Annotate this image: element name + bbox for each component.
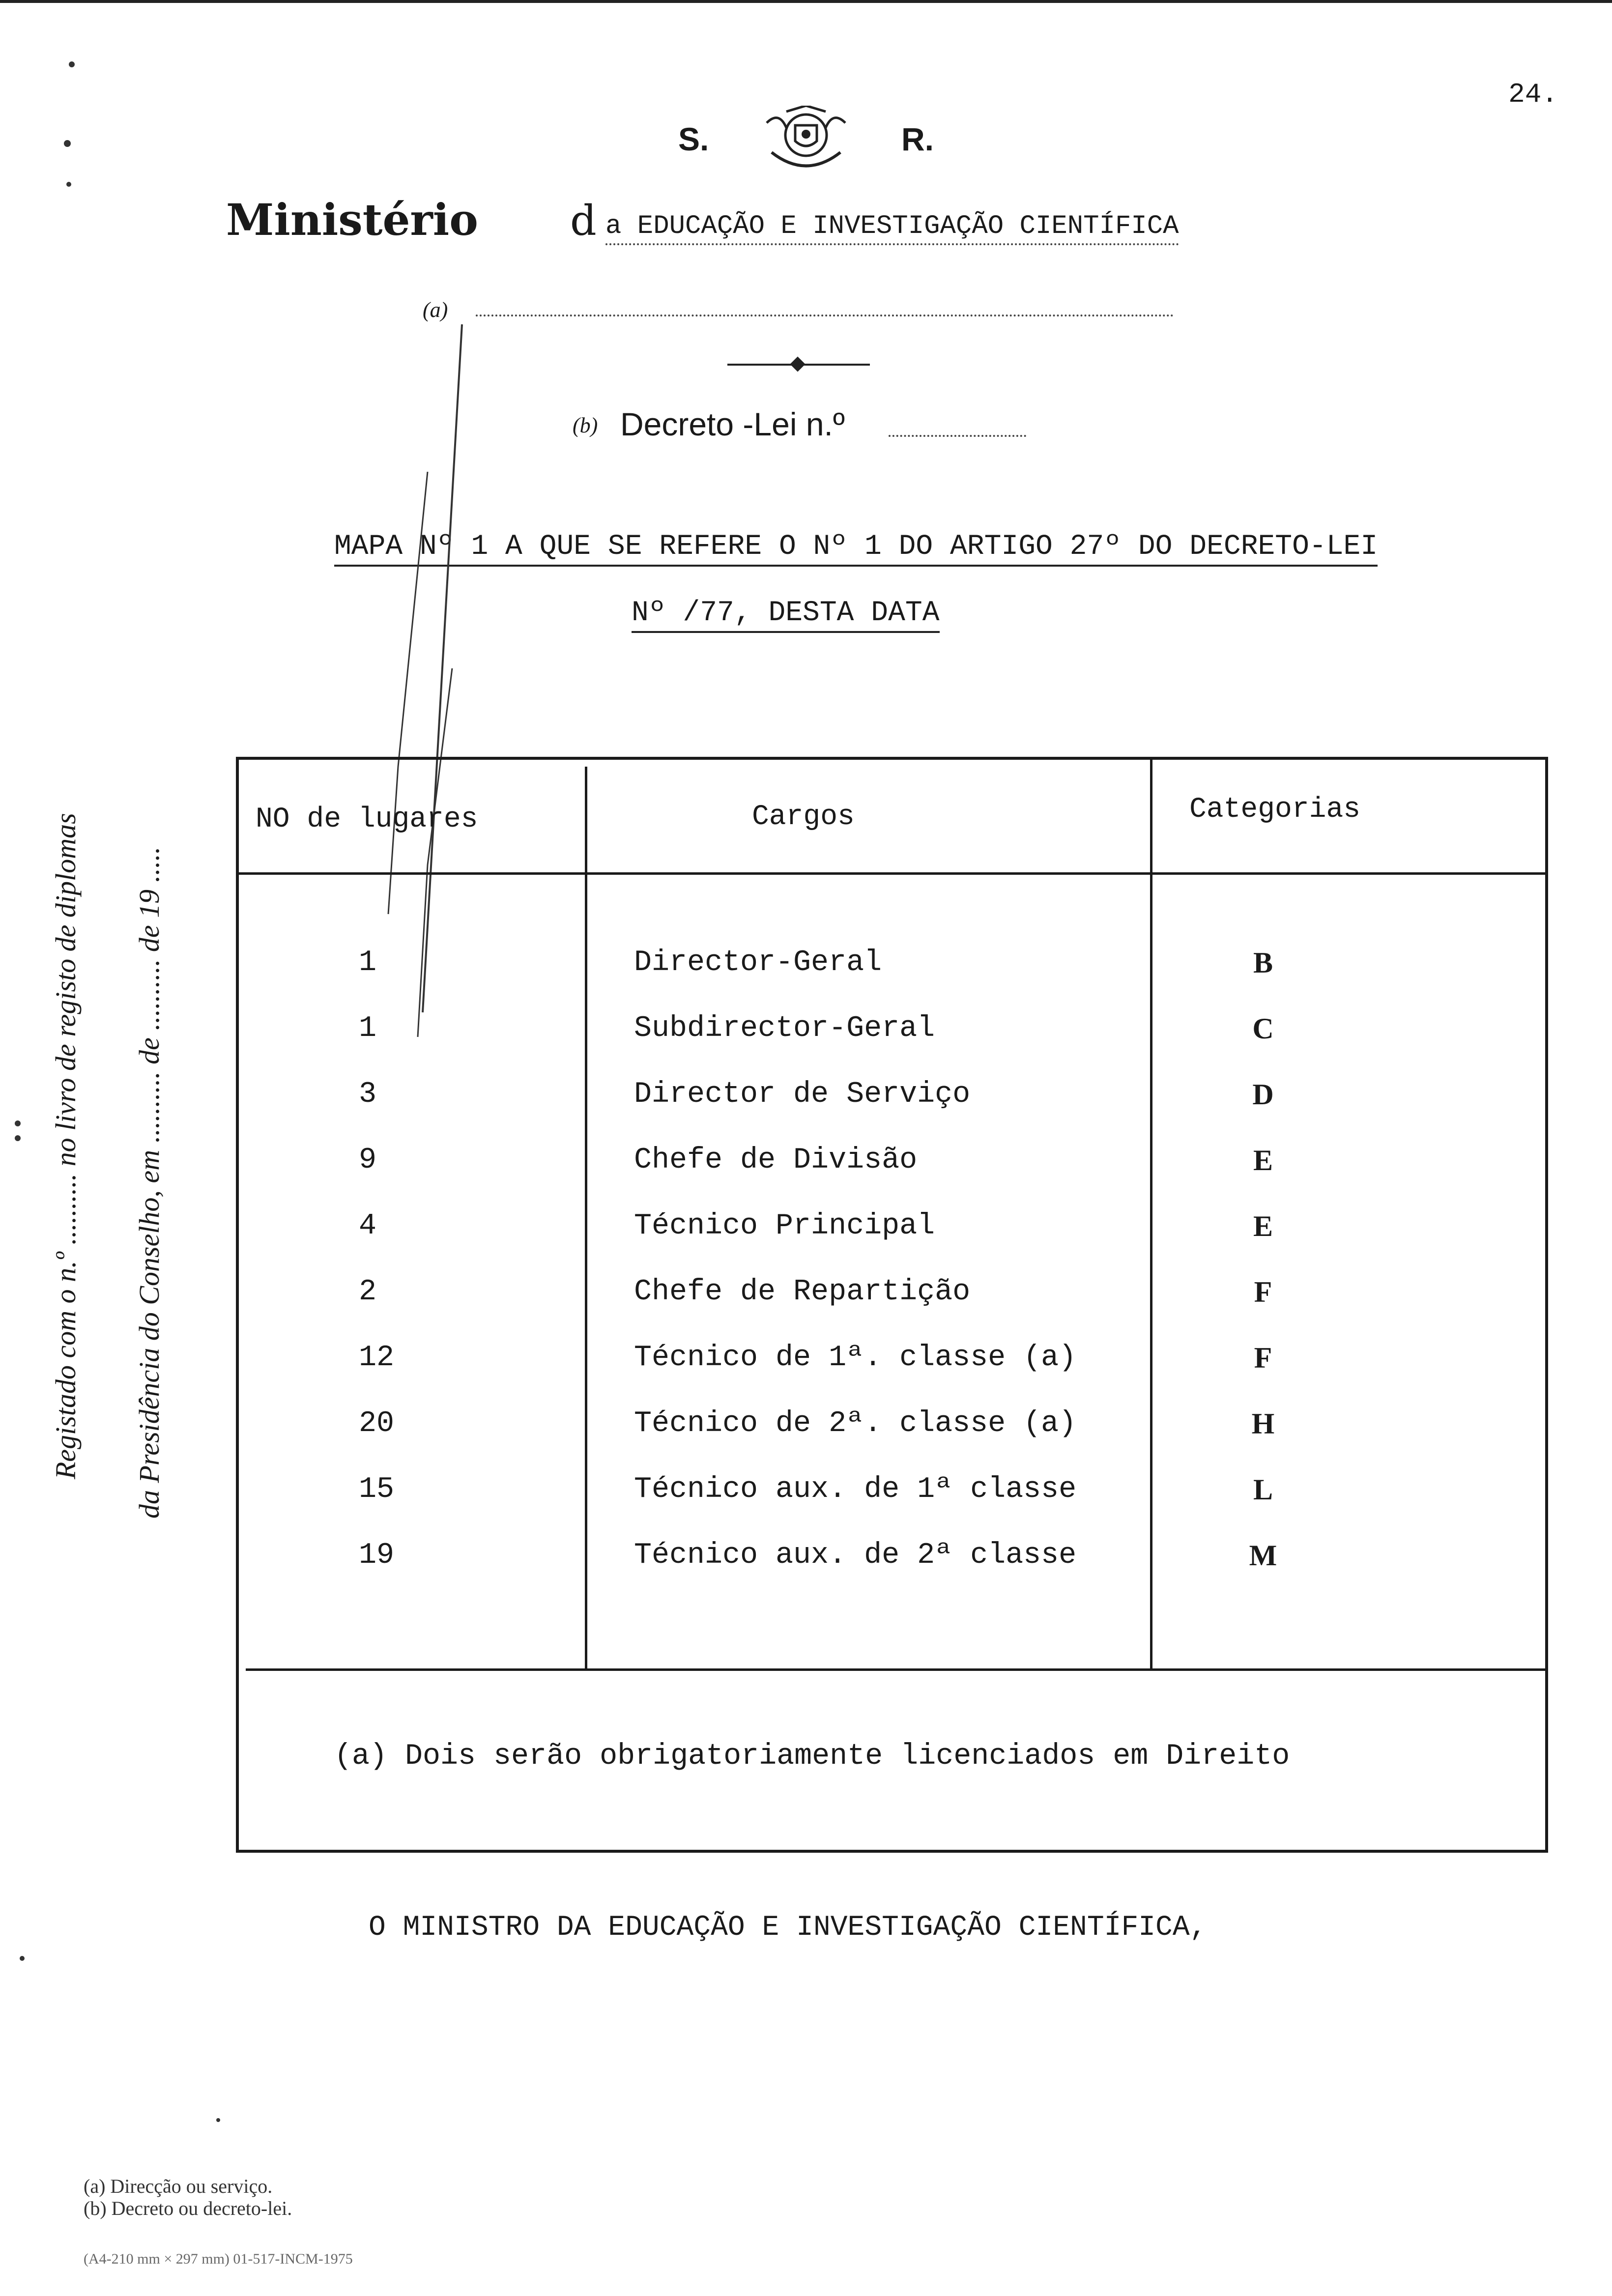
scan-speck <box>66 182 71 187</box>
table-row <box>236 1341 1548 1407</box>
table-row <box>236 946 1548 1012</box>
scan-speck <box>15 1135 21 1141</box>
minister-signature-line: O MINISTRO DA EDUCAÇÃO E INVESTIGAÇÃO CIENTÍFICA, <box>369 1912 1207 1944</box>
places-cell: 4 <box>359 1209 377 1243</box>
table-footnote: (a) Dois serão obrigatoriamente licenciados em Direito <box>334 1740 1290 1773</box>
header-cargos: Cargos <box>752 801 855 833</box>
coat-of-arms-icon <box>752 106 860 179</box>
page-number: 24. <box>1508 79 1558 110</box>
table-row <box>236 1275 1548 1341</box>
ministry-name: a EDUCAÇÃO E INVESTIGAÇÃO CIENTÍFICA <box>605 211 1179 245</box>
decreto-number-fill-line <box>889 435 1026 437</box>
registration-note-line-1: Registado com o n.º .......... no livro de registo de diplomas <box>50 813 82 1479</box>
legend-b: (b) Decreto ou decreto-lei. <box>84 2197 292 2219</box>
role-cell: Director-Geral <box>634 946 882 979</box>
category-cell: F <box>1254 1342 1272 1374</box>
table-row <box>236 1078 1548 1144</box>
table-row <box>236 1144 1548 1209</box>
scan-speck <box>216 2118 220 2122</box>
table-footnote-rule <box>246 1668 1548 1671</box>
category-cell: M <box>1249 1539 1277 1572</box>
crest-left-letter: S. <box>678 121 709 157</box>
role-cell: Técnico aux. de 2ª classe <box>634 1539 1077 1572</box>
table-row <box>236 1473 1548 1539</box>
table-row <box>236 1209 1548 1275</box>
category-cell: L <box>1253 1473 1273 1506</box>
places-cell: 20 <box>359 1407 395 1440</box>
footnote-b-marker: (b) <box>573 413 598 437</box>
category-cell: E <box>1253 1144 1273 1177</box>
scan-speck <box>64 140 71 147</box>
category-cell: E <box>1253 1210 1273 1242</box>
role-cell: Director de Serviço <box>634 1078 971 1111</box>
places-cell: 3 <box>359 1078 377 1111</box>
places-cell: 19 <box>359 1539 395 1572</box>
role-cell: Técnico de 1ª. classe (a) <box>634 1341 1077 1375</box>
places-cell: 1 <box>359 1012 377 1045</box>
places-cell: 9 <box>359 1144 377 1177</box>
service-fill-line <box>476 315 1174 316</box>
category-cell: B <box>1253 947 1273 979</box>
role-cell: Técnico aux. de 1ª classe <box>634 1473 1077 1506</box>
role-cell: Técnico de 2ª. classe (a) <box>634 1407 1077 1440</box>
role-cell: Chefe de Repartição <box>634 1275 971 1309</box>
places-cell: 1 <box>359 946 377 979</box>
map-title-line-1: MAPA Nº 1 A QUE SE REFERE O Nº 1 DO ARTIGO 27º DO DECRETO-LEI <box>334 531 1378 567</box>
scan-speck <box>20 1956 25 1961</box>
category-cell: F <box>1254 1276 1272 1308</box>
places-cell: 15 <box>359 1473 395 1506</box>
category-cell: H <box>1251 1407 1275 1440</box>
role-cell: Subdirector-Geral <box>634 1012 935 1045</box>
divider-diamond-icon <box>790 356 805 372</box>
print-code: (A4-210 mm × 297 mm) 01-517-INCM-1975 <box>84 2251 353 2267</box>
table-row <box>236 1012 1548 1078</box>
places-cell: 12 <box>359 1341 395 1375</box>
map-title-line-2: Nº /77, DESTA DATA <box>632 597 940 633</box>
header-places: NO de lugares <box>256 804 478 835</box>
footnote-a-marker: (a) <box>423 298 448 322</box>
crest-right-letter: R. <box>901 121 934 157</box>
scan-speck <box>15 1120 21 1126</box>
decreto-label: Decreto -Lei n.º <box>620 406 845 442</box>
state-crest-header <box>678 106 934 179</box>
places-cell: 2 <box>359 1275 377 1309</box>
legend-a: (a) Direcção ou serviço. <box>84 2175 273 2197</box>
ministry-prefix: Ministério <box>226 194 478 245</box>
table-header-rule <box>236 872 1548 875</box>
ministry-letter-d: d <box>570 197 597 245</box>
top-edge-rule <box>0 0 1612 3</box>
role-cell: Técnico Principal <box>634 1209 935 1243</box>
header-categorias: Categorias <box>1189 794 1361 826</box>
category-cell: C <box>1252 1012 1274 1045</box>
registration-note-line-2: da Presidência do Conselho, em .......... de .......... de 19 ..... <box>133 846 165 1519</box>
table-row <box>236 1539 1548 1605</box>
category-cell: D <box>1252 1078 1274 1111</box>
role-cell: Chefe de Divisão <box>634 1144 918 1177</box>
table-row <box>236 1407 1548 1473</box>
scan-speck <box>69 61 75 67</box>
